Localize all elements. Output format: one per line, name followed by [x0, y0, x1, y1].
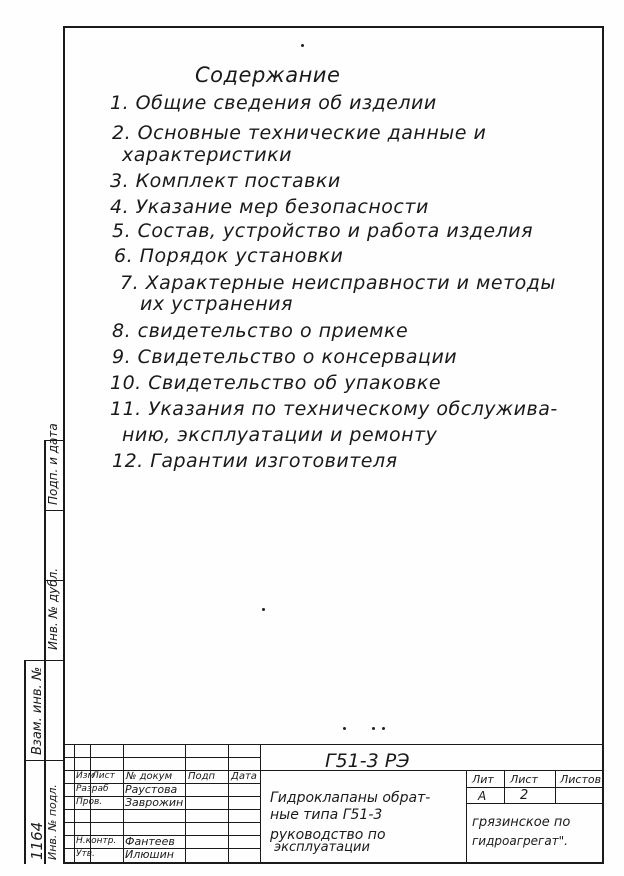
product-name-line1: Гидроклапаны обрат- — [270, 790, 431, 806]
organization-line1: грязинское по — [472, 815, 571, 830]
role-developer: Разраб — [76, 784, 109, 794]
product-name-line4: эксплуатации — [274, 840, 370, 855]
toc-item-2: 2. Основные технические данные и — [112, 122, 487, 144]
speck — [382, 727, 385, 730]
role-checker: Пров. — [76, 797, 103, 807]
toc-item-9: 9. Свидетельство о консервации — [112, 346, 458, 368]
toc-item-5: 5. Состав, устройство и работа изделия — [112, 220, 534, 242]
lit-value: А — [478, 789, 487, 803]
toc-item-7-cont: их устранения — [140, 293, 293, 315]
sheet-label: Лист — [510, 773, 538, 786]
table-of-contents — [110, 92, 600, 492]
name-approver: Илюшин — [125, 848, 174, 861]
organization-line2: гидроагрегат". — [472, 834, 568, 848]
lit-label: Лит — [472, 773, 494, 786]
toc-item-11: 11. Указания по техническому обслужива- — [110, 398, 558, 420]
speck — [372, 727, 375, 730]
toc-item-3: 3. Комплект поставки — [110, 170, 341, 192]
speck — [343, 727, 346, 730]
sheet-value: 2 — [520, 788, 529, 803]
toc-item-7: 7. Характерные неисправности и методы — [120, 272, 556, 294]
toc-item-8: 8. свидетельство о приемке — [112, 320, 409, 342]
margin-label-original-inv: Инв. № подл. — [46, 784, 59, 860]
name-developer: Раустова — [125, 783, 178, 796]
speck — [262, 608, 265, 611]
name-checker: Заврожин — [125, 796, 184, 809]
col-header-change: Изм — [76, 771, 95, 781]
margin-inventory-number: 1164 — [28, 821, 46, 860]
speck — [301, 44, 304, 47]
col-header-signature: Подп — [188, 771, 216, 782]
toc-item-4: 4. Указание мер безопасности — [110, 196, 429, 218]
name-norm-control: Фантеев — [125, 835, 175, 848]
toc-item-6: 6. Порядок установки — [114, 245, 344, 267]
margin-label-replace-inv: Взам. инв. № — [30, 666, 45, 755]
document-title: Содержание — [195, 63, 341, 87]
toc-item-10: 10. Свидетельство об упаковке — [110, 372, 442, 394]
role-approver: Утв. — [76, 849, 95, 859]
product-name-line3: руководство по — [270, 827, 386, 843]
document-designation: Г51-3 РЭ — [325, 750, 410, 772]
margin-label-sign-date-upper: Подп. и дата — [46, 423, 60, 505]
margin-label-duplicate-inv: Инв. № дубл. — [46, 567, 60, 650]
role-norm-control: Н.контр. — [76, 836, 117, 846]
toc-item-12: 12. Гарантии изготовителя — [112, 450, 398, 472]
toc-item-11-cont: нию, эксплуатации и ремонту — [122, 424, 438, 446]
col-header-doc-number: № докум — [126, 771, 173, 782]
col-header-sheet: Лист — [92, 771, 115, 781]
sheets-label: Листов — [560, 773, 602, 786]
col-header-date: Дата — [231, 771, 257, 782]
product-name-line2: ные типа Г51-3 — [270, 807, 383, 823]
toc-item-1: 1. Общие сведения об изделии — [110, 92, 437, 114]
toc-item-2-cont: характеристики — [122, 144, 292, 166]
